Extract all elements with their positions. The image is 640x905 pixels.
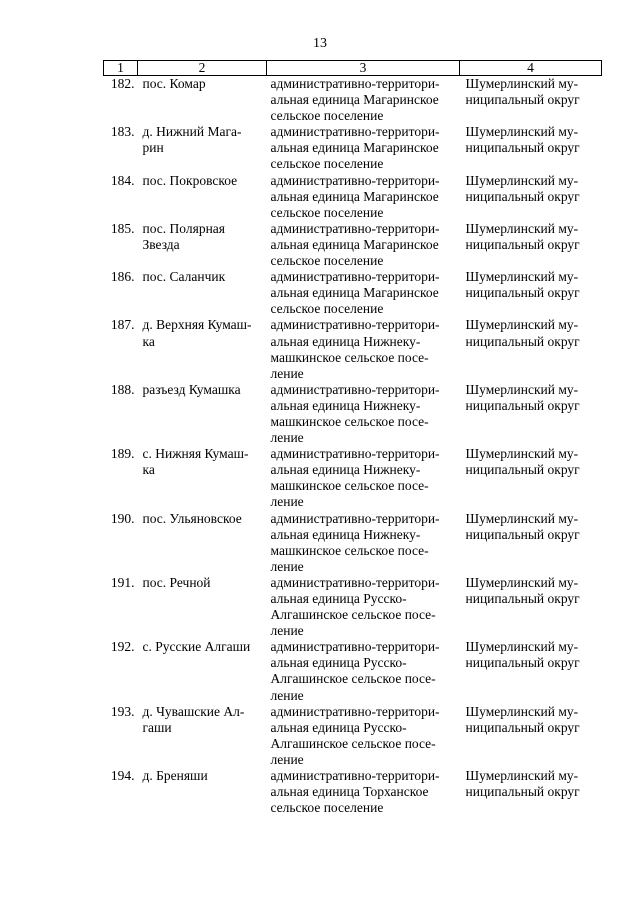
table-row [104,704,602,768]
territorial-unit-line: машкинское сельское посе- [270,542,429,558]
territorial-unit-line: административно-территори- [270,639,440,655]
settlement-name-line: гаши [142,719,172,735]
territorial-unit-line: Алгашинское сельское посе- [270,671,436,687]
municipal-okrug-line: ниципальный округ [465,140,580,156]
settlement-name-line: Звезда [142,236,180,252]
territorial-unit-line: альная единица Магаринское [270,140,439,156]
table-row [104,639,602,703]
territorial-unit-line: альная единица Нижнеку- [270,333,421,349]
settlement-name [138,768,267,816]
municipal-okrug [460,446,602,510]
settlement-name [138,269,267,317]
municipal-okrug-line: Шумерлинский му- [465,124,579,140]
table-row [104,575,602,639]
table-row [104,446,602,510]
territorial-unit-line: альная единица Русско- [270,655,407,671]
table-row [104,768,602,816]
municipal-okrug-line: ниципальный округ [465,526,580,542]
row-number: 190. [110,510,135,526]
municipal-okrug [460,173,602,221]
municipal-okrug-line: ниципальный округ [465,719,580,735]
row-number: 186. [110,269,135,285]
municipal-okrug-line: Шумерлинский му- [465,220,579,236]
settlement-name [138,124,267,172]
municipal-okrug-line: ниципальный округ [465,188,580,204]
row-number: 183. [110,124,135,140]
settlement-name-line: пос. Речной [142,574,211,590]
territorial-unit-line: ление [270,687,304,703]
settlement-name [138,76,267,125]
municipal-okrug [460,269,602,317]
territorial-unit-line: сельское поселение [270,156,384,172]
municipal-okrug-line: Шумерлинский му- [465,317,579,333]
header-col-1: 1 [104,61,138,76]
territorial-unit-line: административно-территори- [270,220,440,236]
municipal-okrug [460,221,602,269]
territorial-unit-line: ление [270,623,304,639]
territorial-unit-line: сельское поселение [270,204,384,220]
municipal-okrug [460,575,602,639]
municipal-okrug-line: Шумерлинский му- [465,574,579,590]
municipal-okrug-line: Шумерлинский му- [465,269,579,285]
territorial-unit-line: административно-территори- [270,510,440,526]
settlement-name-line: ка [142,333,155,349]
territorial-unit-line: альная единица Магаринское [270,92,439,108]
table-row [104,317,602,381]
territorial-unit-line: сельское поселение [270,253,384,269]
municipal-okrug-line: ниципальный округ [465,285,580,301]
municipal-okrug-line: ниципальный округ [465,655,580,671]
territorial-unit-line: административно-территори- [270,317,440,333]
territorial-unit-line: альная единица Нижнеку- [270,462,421,478]
settlement-name [138,704,267,768]
territorial-unit-line: административно-территори- [270,446,440,462]
territorial-unit-line: административно-территори- [270,703,440,719]
settlement-name-line: д. Бреняши [142,768,208,784]
settlement-name-line: пос. Саланчик [142,269,226,285]
territorial-unit-line: сельское поселение [270,800,384,816]
municipal-okrug-line: Шумерлинский му- [465,76,579,91]
territorial-unit [267,173,460,221]
territorial-unit [267,704,460,768]
territorial-unit-line: альная единица Русско- [270,719,407,735]
settlement-name-line: с. Русские Алгаши [142,639,251,655]
municipal-okrug [460,768,602,816]
settlement-name [138,221,267,269]
settlement-name [138,382,267,446]
settlement-name [138,511,267,575]
municipal-okrug-line: ниципальный округ [465,236,580,252]
row-number: 189. [110,446,135,462]
row-number: 182. [110,76,135,91]
row-number: 194. [110,768,135,784]
municipal-okrug-line: ниципальный округ [465,92,580,108]
territorial-unit-line: Алгашинское сельское посе- [270,607,436,623]
territorial-unit-line: ление [270,365,304,381]
territorial-unit-line: машкинское сельское посе- [270,478,429,494]
table-row [104,173,602,221]
municipal-okrug-line: Шумерлинский му- [465,446,579,462]
territorial-unit-line: альная единица Русско- [270,591,407,606]
territorial-unit-line: альная единица Нижнеку- [270,397,421,413]
territorial-unit-line: альная единица Торханское [270,784,429,800]
row-number: 191. [110,574,135,590]
settlement-name-line: д. Чувашские Ал- [142,703,245,719]
territorial-unit-line: машкинское сельское посе- [270,413,429,429]
municipal-okrug-line: Шумерлинский му- [465,510,579,526]
municipal-okrug [460,382,602,446]
territorial-unit [267,124,460,172]
municipal-okrug [460,511,602,575]
territorial-unit-line: административно-территори- [270,574,440,590]
table-row [104,382,602,446]
territorial-unit [267,575,460,639]
territorial-unit [267,269,460,317]
settlement-name-line: рин [142,140,164,156]
municipal-okrug [460,639,602,703]
municipal-okrug-line: ниципальный округ [465,397,580,413]
row-number: 192. [110,639,135,655]
settlement-name-line: пос. Ульяновское [142,510,242,526]
settlement-name-line: ка [142,462,155,478]
territorial-unit-line: административно-территори- [270,269,440,285]
territorial-unit-line: Алгашинское сельское посе- [270,735,436,751]
territorial-unit-line: административно-территори- [270,76,440,91]
settlement-name-line: пос. Покровское [142,172,238,188]
table-body [104,76,602,817]
settlement-name [138,317,267,381]
municipal-okrug-line: Шумерлинский му- [465,703,579,719]
territorial-unit-line: сельское поселение [270,108,384,124]
municipal-okrug [460,704,602,768]
page-number: 13 [313,36,327,51]
territorial-unit-line: машкинское сельское посе- [270,349,429,365]
territorial-unit-line: административно-территори- [270,768,440,784]
settlement-name-line: с. Нижняя Кумаш- [142,446,249,462]
municipal-okrug [460,124,602,172]
territorial-unit-line: альная единица Магаринское [270,285,439,301]
row-number: 193. [110,703,135,719]
settlement-name-line: пос. Полярная [142,220,225,236]
municipal-okrug [460,317,602,381]
settlements-table [103,60,602,816]
municipal-okrug [460,76,602,125]
header-col-2: 2 [138,61,267,76]
settlement-name-line: пос. Комар [142,76,206,91]
territorial-unit [267,446,460,510]
territorial-unit-line: ление [270,494,304,510]
territorial-unit-line: альная единица Нижнеку- [270,526,421,542]
territorial-unit [267,639,460,703]
territorial-unit [267,221,460,269]
row-number: 185. [110,220,135,236]
table-row [104,76,602,125]
territorial-unit [267,382,460,446]
table-row [104,221,602,269]
settlement-name [138,446,267,510]
row-number: 188. [110,381,135,397]
territorial-unit-line: административно-территори- [270,381,440,397]
settlement-name [138,173,267,221]
territorial-unit [267,76,460,125]
municipal-okrug-line: Шумерлинский му- [465,172,579,188]
municipal-okrug-line: Шумерлинский му- [465,768,579,784]
table-row [104,269,602,317]
territorial-unit-line: ление [270,430,304,446]
territorial-unit [267,768,460,816]
territorial-unit-line: альная единица Магаринское [270,188,439,204]
settlement-name [138,575,267,639]
municipal-okrug-line: ниципальный округ [465,333,580,349]
table-row [104,124,602,172]
municipal-okrug-line: Шумерлинский му- [465,381,579,397]
territorial-unit-line: административно-территори- [270,172,440,188]
territorial-unit-line: сельское поселение [270,301,384,317]
municipal-okrug-line: Шумерлинский му- [465,639,579,655]
row-number: 187. [110,317,135,333]
territorial-unit-line: ление [270,751,304,767]
territorial-unit [267,317,460,381]
header-col-4: 4 [460,61,602,76]
territorial-unit-line: альная единица Магаринское [270,236,439,252]
territorial-unit-line: ление [270,558,304,574]
territorial-unit [267,511,460,575]
table-row [104,511,602,575]
settlement-name-line: д. Нижний Мага- [142,124,242,140]
municipal-okrug-line: ниципальный округ [465,591,580,606]
settlement-name-line: разъезд Кумашка [142,381,241,397]
municipal-okrug-line: ниципальный округ [465,784,580,800]
row-number: 184. [110,172,135,188]
municipal-okrug-line: ниципальный округ [465,462,580,478]
header-col-3: 3 [267,61,460,76]
table-header [104,61,602,76]
settlement-name-line: д. Верхняя Кумаш- [142,317,252,333]
territorial-unit-line: административно-территори- [270,124,440,140]
settlement-name [138,639,267,703]
